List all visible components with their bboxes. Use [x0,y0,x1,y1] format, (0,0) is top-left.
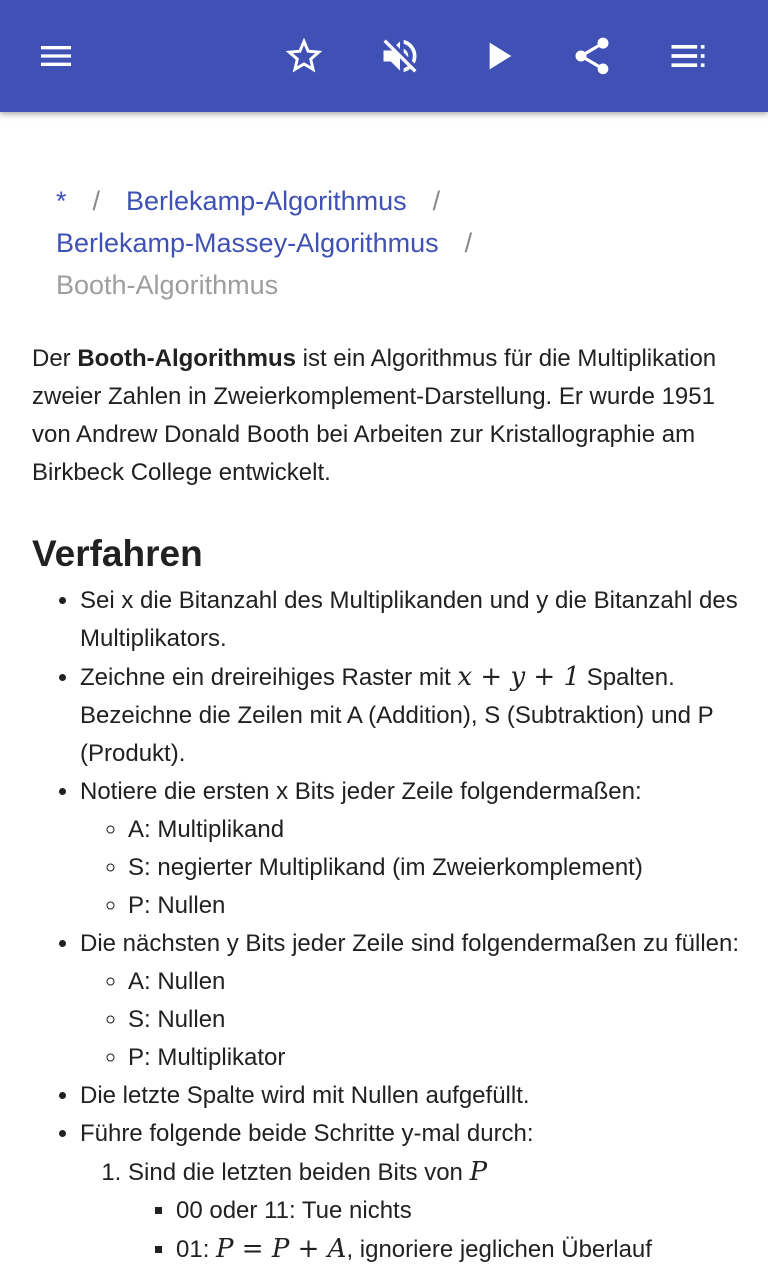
favorite-button[interactable] [280,32,328,80]
breadcrumb-home-link[interactable]: * [56,186,67,216]
hamburger-menu-icon [36,36,76,76]
math-variable: P [469,1157,488,1187]
list-item [80,658,742,773]
share-icon [570,34,614,78]
breadcrumb-link-berlekamp[interactable]: Berlekamp-Algorithmus [126,186,407,216]
section-heading: Verfahren [32,533,203,574]
list-item-text: Notiere die ersten x Bits jeder Zeile folgendermaßen: [80,778,642,805]
intro-text-pre: Der [32,345,78,372]
star-outline-icon [282,34,326,78]
sub-list-item: ▪ 00 oder 11: Tue nichts [176,1192,742,1230]
numbered-list-item [128,1153,742,1269]
math-formula: x + y + 1 [457,662,581,692]
steps-list [32,582,742,1269]
sub-list-item: ◦ S: negierter Multiplikand (im Zweierkomplement) [128,849,742,887]
breadcrumb-separator: / [464,228,473,258]
breadcrumb-current: Booth-Algorithmus [56,270,279,300]
list-item-text: , ignoriere jeglichen Überlauf [346,1236,652,1263]
list-item-text: Die nächsten y Bits jeder Zeile sind folgendermaßen zu füllen: [80,930,740,957]
list-item-text: Spalten. Bezeichne die Zeilen mit A (Addition), S (Subtraktion) und P (Produkt). [80,664,714,767]
intro-text-post: ist ein Algorithmus für die Multiplikation zweier Zahlen in Zweierkomplement-Darstellung. Er wurde 1951 von Andrew Donald Booth bei Arbeiten zur Kristallographie am Birkbeck College entwickelt. [32,345,717,486]
list-item [80,582,742,658]
sub-list-item: ◦ P: Nullen [128,887,742,925]
list-item [80,1077,742,1115]
list-item-text: Sei x die Bitanzahl des Multiplikanden und y die Bitanzahl des Multiplikators. [80,587,738,652]
list-item [80,773,742,925]
list-item-text: Zeichne ein dreireihiges Raster mit [80,664,458,691]
list-item-text: Führe folgende beide Schritte y-mal durch: [80,1120,534,1147]
sub-list-item: ◦ P: Multiplikator [128,1039,742,1077]
intro-bold-term: Booth-Algorithmus [77,345,296,372]
list-item-text: Sind die letzten beiden Bits von [128,1159,470,1186]
breadcrumb-link-berlekamp-massey[interactable]: Berlekamp-Massey-Algorithmus [56,228,439,258]
share-button[interactable] [568,32,616,80]
list-item [80,1115,742,1269]
list-icon [666,34,710,78]
list-item [80,925,742,1077]
sub-list-item: ◦ A: Nullen [128,963,742,1001]
volume-off-icon [378,34,422,78]
breadcrumb [56,180,736,306]
list-item-text: 01: [176,1236,217,1263]
math-formula: P = P + A [216,1234,347,1264]
breadcrumb-separator: / [92,186,101,216]
intro-paragraph [32,340,742,492]
play-button[interactable] [474,32,522,80]
play-icon [478,36,518,76]
sub-list-item: ◦ S: Nullen [128,1001,742,1039]
table-of-contents-button[interactable] [664,32,712,80]
sub-list-item [176,1230,742,1269]
list-item-text: Die letzte Spalte wird mit Nullen aufgefüllt. [80,1082,530,1109]
sub-list-item: ◦ A: Multiplikand [128,811,742,849]
mute-button[interactable] [376,32,424,80]
menu-button[interactable] [32,32,80,80]
breadcrumb-separator: / [432,186,441,216]
app-toolbar [0,0,768,112]
